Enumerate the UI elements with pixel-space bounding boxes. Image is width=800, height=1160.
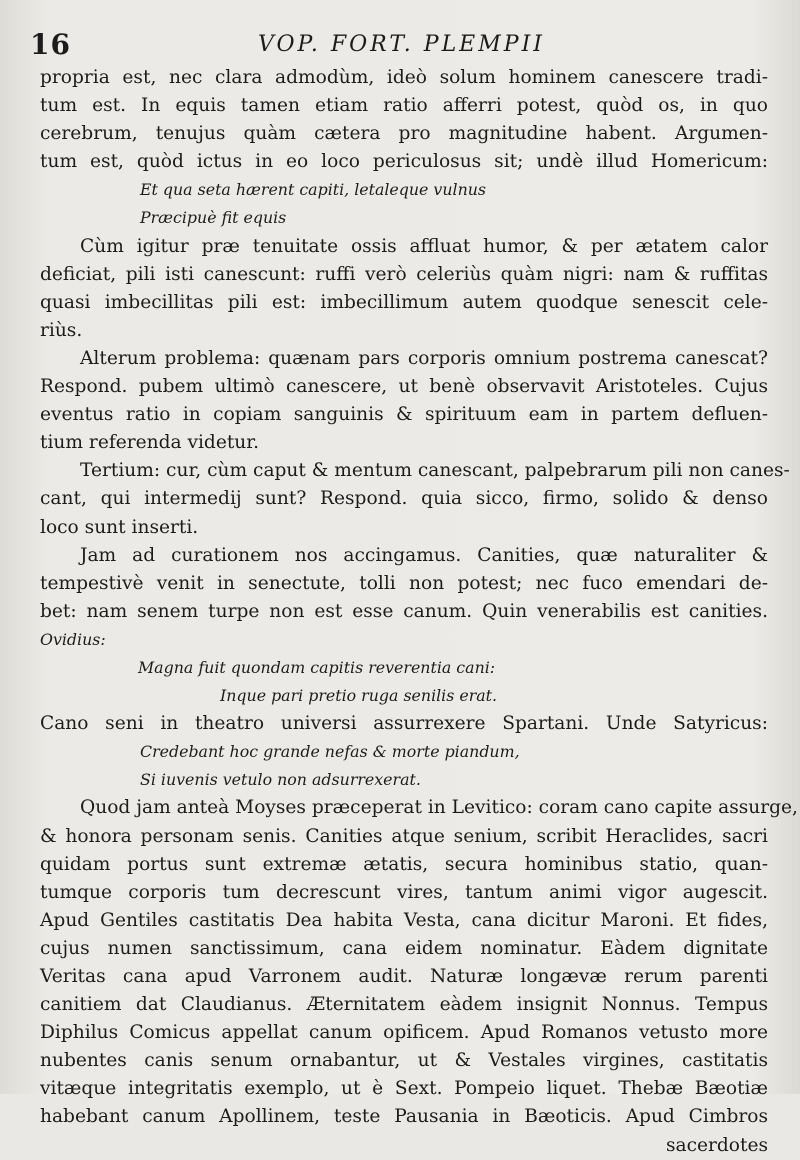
text-line: Apud Gentiles castitatis Dea habita Vesta, cana dicitur Maroni. Et fides, xyxy=(40,909,768,931)
running-head: VOP. FORT. PLEMPII xyxy=(258,32,545,57)
text-line: cant, qui intermedij sunt? Respond. quia sicco, firmo, solido & denso xyxy=(40,488,768,510)
text-line: tempestivè venit in senectute, tolli non potest; nec fuco emendari de- xyxy=(40,572,768,594)
text-line: tumque corporis tum decrescunt vires, tantum animi vigor augescit. xyxy=(40,881,768,903)
text-line: Cùm igitur præ tenuitate ossis affluat humor, & per ætatem calor xyxy=(80,235,768,257)
text-line: cujus numen sanctissimum, cana eidem nominatur. Eàdem dignitate xyxy=(40,937,768,959)
text-line: tum est, quòd ictus in eo loco periculosus sit; undè illud Homericum: xyxy=(40,151,768,173)
text-line: Præcipuè fit equis xyxy=(140,208,287,228)
text-line: Jam ad curationem nos accingamus. Canities, quæ naturaliter & xyxy=(80,544,768,566)
text-line: tium referenda videtur. xyxy=(40,432,260,454)
text-line: Si iuvenis vetulo non adsurrexerat. xyxy=(140,770,421,790)
text-line: quasi imbecillitas pili est: imbecillimum autem quodque senescit cele- xyxy=(40,291,768,313)
text-line: Magna fuit quondam capitis reverentia cani: xyxy=(138,657,496,677)
text-line: habebant canum Apollinem, teste Pausania in Bæoticis. Apud Cimbros xyxy=(40,1106,768,1128)
text-line: nubentes canis senum ornabantur, ut & Vestales virgines, castitatis xyxy=(40,1050,768,1072)
text-line: sacerdotes xyxy=(665,1134,768,1156)
text-line: canitiem dat Claudianus. Æternitatem eàdem insignit Nonnus. Tempus xyxy=(40,994,768,1016)
text-line: Veritas cana apud Varronem audit. Naturæ longævæ rerum parenti xyxy=(40,966,768,987)
text-line: Tertium: cur, cùm caput & mentum canescant, palpebrarum pili non canes- xyxy=(80,460,790,482)
text-line: Ovidius: xyxy=(40,629,106,649)
text-line: vitæque integritatis exemplo, ut è Sext. Pompeio liquet. Thebæ Bæotiæ xyxy=(40,1078,768,1100)
text-line: cerebrum, tenujus quàm cætera pro magnitudine habent. Argumen- xyxy=(40,123,768,145)
page-header xyxy=(0,28,800,61)
text-line: Et qua seta hærent capiti, letaleque vulnus xyxy=(140,180,487,200)
text-line: bet: nam senem turpe non est esse canum. Quin venerabilis est canities. xyxy=(40,600,768,622)
text-line: Diphilus Comicus appellat canum opificem. Apud Romanos vetusto more xyxy=(40,1022,768,1044)
text-line: propria est, nec clara admodùm, ideò solum hominem canescere tradi- xyxy=(40,67,768,88)
body-text xyxy=(40,64,798,1160)
text-line: Inque pari pretio ruga senilis erat. xyxy=(220,686,498,706)
text-line: & honora personam senis. Canities atque senium, scribit Heraclides, sacri xyxy=(40,825,768,847)
text-line: eventus ratio in copiam sanguinis & spirituum eam in partem defluen- xyxy=(40,404,768,426)
text-line: quidam portus sunt extremæ ætatis, secura hominibus statio, quan- xyxy=(40,853,768,875)
text-line: riùs. xyxy=(40,319,83,341)
text-line: Alterum problema: quænam pars corporis omnium postrema canescat? xyxy=(80,347,768,369)
text-line: Respond. pubem ultimò canescere, ut benè observavit Aristoteles. Cujus xyxy=(40,376,768,398)
text-line: Credebant hoc grande nefas & morte piandum, xyxy=(140,742,520,762)
text-line: deficiat, pili isti canescunt: ruffi verò celeriùs quàm nigri: nam & ruffitas xyxy=(40,263,768,285)
text-line: Cano seni in theatro universi assurrexere Spartani. Unde Satyricus: xyxy=(40,713,768,735)
page-number: 16 xyxy=(30,28,71,61)
text-line: Quod jam anteà Moyses præceperat in Levitico: coram cano capite assurge, xyxy=(80,797,798,819)
text-line: loco sunt inserti. xyxy=(40,516,199,538)
text-line: tum est. In equis tamen etiam ratio afferri potest, quòd os, in quo xyxy=(40,95,768,117)
